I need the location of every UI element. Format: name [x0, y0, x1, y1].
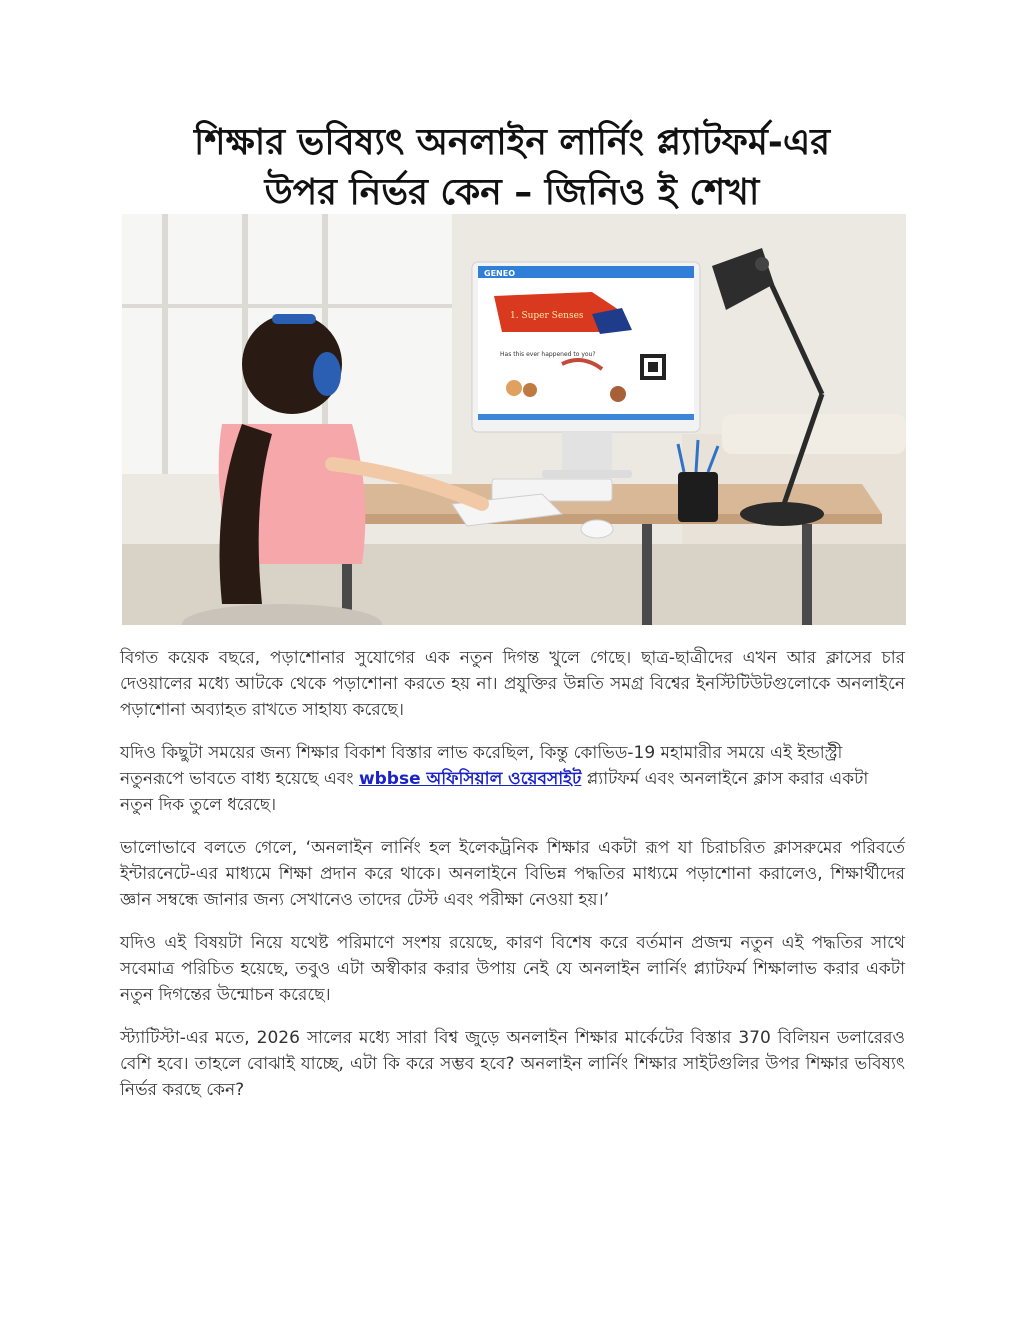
article-body: [120, 645, 905, 1120]
paragraph-2: [120, 740, 905, 818]
title-line-1: শিক্ষার ভবিষ্যৎ অনলাইন লার্নিং প্ল্যাটফর্ম-এর: [193, 122, 831, 163]
title-line-2: উপর নির্ভর কেন – জিনিও ই শেখা: [264, 172, 760, 213]
hero-illustration: [122, 214, 906, 625]
paragraph-4: যদিও এই বিষয়টা নিয়ে যথেষ্ট পরিমাণে সংশয় রয়েছে, কারণ বিশেষ করে বর্তমান প্রজন্ম নতুন এই পদ্ধতির সাথে সবেমাত্র পরিচিত হয়েছে, তবুও এটা অস্বীকার করার উপায় নেই যে অনলাইন লার্নিং প্ল্যাটফর্ম শিক্ষালাভ করার একটা নতুন দিগন্তের উন্মোচন করেছে।: [120, 933, 905, 1005]
wbbse-official-website-link[interactable]: wbbse অফিসিয়াল ওয়েবসাইট: [358, 769, 582, 789]
paragraph-1: বিগত কয়েক বছরে, পড়াশোনার সুযোগের এক নতুন দিগন্ত খুলে গেছে। ছাত্র-ছাত্রীদের এখন আর ক্লাসের চার দেওয়ালের মধ্যে আটকে থেকে পড়াশোনা করতে হয় না। প্রযুক্তির উন্নতি সমগ্র বিশ্বের ইনস্টিটিউটগুলোকে অনলাইনে পড়াশোনা অব্যাহত রাখতে সাহায্য করেছে।: [120, 648, 905, 720]
paragraph-2-text-before: যদিও কিছুটা সময়ের জন্য শিক্ষার বিকাশ বিস্তার লাভ করেছিল, কিন্তু কোভিড-19 মহামারীর সময়ে এই ইন্ডাস্ট্রী নতুনরূপে ভাবতে বাধ্য হয়েছে এবং: [120, 743, 843, 789]
lesson-question: Has this ever happened to you?: [500, 351, 596, 358]
screen-header: GENEO: [484, 269, 515, 278]
paragraph-3: ভালোভাবে বলতে গেলে, ‘অনলাইন লার্নিং হল ইলেকট্রনিক শিক্ষার একটা রূপ যা চিরাচরিত ক্লাসরুমের পরিবর্তে ইন্টারনেটে-এর মাধ্যমে শিক্ষা প্রদান করে থাকে। অনলাইনে বিভিন্ন পদ্ধতির মাধ্যমে পড়াশোনা করালেও, শিক্ষার্থীদের জ্ঞান সম্বন্ধে জানার জন্য সেখানেও তাদের টেস্ট এবং পরীক্ষা নেওয়া হয়।’: [120, 838, 905, 910]
page-title: [100, 118, 924, 218]
paragraph-2-text-after: প্ল্যাটফর্ম এবং অনলাইনে ক্লাস করার একটা নতুন দিক তুলে ধরেছে।: [120, 769, 869, 815]
hero-image: [122, 214, 906, 625]
lesson-title: 1. Super Senses: [510, 311, 584, 321]
paragraph-5: স্ট্যাটিস্টা-এর মতে, 2026 সালের মধ্যে সারা বিশ্ব জুড়ে অনলাইন শিক্ষার মার্কেটের বিস্তার 370 বিলিয়ন ডলারেরও বেশি হবে। তাহলে বোঝাই যাচ্ছে, এটা কি করে সম্ভব হবে? অনলাইন লার্নিং শিক্ষার সাইটগুলির উপর শিক্ষার ভবিষ্যৎ নির্ভর করছে কেন?: [120, 1028, 905, 1100]
